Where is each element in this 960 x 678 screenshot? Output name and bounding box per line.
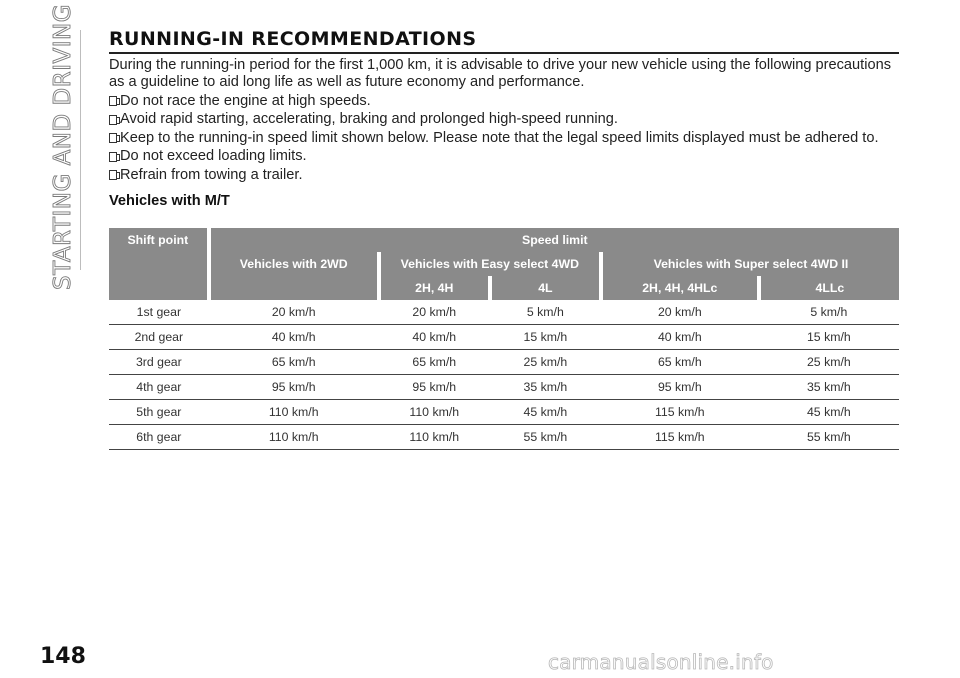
bullet-icon bbox=[109, 96, 117, 106]
cell-super-4llc: 5 km/h bbox=[759, 300, 899, 325]
header-speed-limit: Speed limit bbox=[209, 228, 899, 252]
cell-super-2h-4h-4hlc: 95 km/h bbox=[601, 374, 759, 399]
cell-2wd: 20 km/h bbox=[209, 300, 379, 325]
cell-2wd: 110 km/h bbox=[209, 424, 379, 449]
header-blank bbox=[209, 276, 379, 300]
table-row bbox=[109, 374, 899, 399]
page-content bbox=[109, 28, 899, 450]
table-header-row bbox=[109, 252, 899, 276]
cell-super-2h-4h-4hlc: 115 km/h bbox=[601, 399, 759, 424]
cell-easy-4l: 45 km/h bbox=[490, 399, 601, 424]
list-item-text: Keep to the running-in speed limit shown below. Please note that the legal speed limits displayed must be adhered to. bbox=[120, 129, 879, 146]
cell-gear: 5th gear bbox=[109, 399, 209, 424]
cell-easy-4l: 15 km/h bbox=[490, 324, 601, 349]
cell-easy-2h-4h: 65 km/h bbox=[379, 349, 490, 374]
bullet-icon bbox=[109, 170, 117, 180]
cell-super-2h-4h-4hlc: 20 km/h bbox=[601, 300, 759, 325]
bullet-icon bbox=[109, 152, 117, 162]
list-item-text: Refrain from towing a trailer. bbox=[120, 166, 303, 183]
cell-super-4llc: 45 km/h bbox=[759, 399, 899, 424]
header-super-2h-4h-4hlc: 2H, 4H, 4HLc bbox=[601, 276, 759, 300]
header-super-4llc: 4LLc bbox=[759, 276, 899, 300]
cell-gear: 2nd gear bbox=[109, 324, 209, 349]
cell-super-4llc: 35 km/h bbox=[759, 374, 899, 399]
cell-super-4llc: 55 km/h bbox=[759, 424, 899, 449]
header-2wd: Vehicles with 2WD bbox=[209, 252, 379, 276]
header-shift-point: Shift point bbox=[109, 228, 209, 252]
cell-super-4llc: 15 km/h bbox=[759, 324, 899, 349]
list-item bbox=[109, 130, 899, 147]
list-item bbox=[109, 93, 899, 110]
cell-easy-2h-4h: 20 km/h bbox=[379, 300, 490, 325]
cell-super-2h-4h-4hlc: 65 km/h bbox=[601, 349, 759, 374]
chapter-side-tab: STARTING AND DRIVING bbox=[50, 3, 76, 290]
cell-easy-4l: 35 km/h bbox=[490, 374, 601, 399]
list-item-text: Do not exceed loading limits. bbox=[120, 148, 307, 164]
cell-2wd: 65 km/h bbox=[209, 349, 379, 374]
list-item bbox=[109, 111, 899, 128]
side-divider bbox=[80, 30, 81, 270]
cell-2wd: 110 km/h bbox=[209, 399, 379, 424]
header-easy-2h-4h: 2H, 4H bbox=[379, 276, 490, 300]
table-header-row bbox=[109, 276, 899, 300]
cell-2wd: 95 km/h bbox=[209, 374, 379, 399]
header-super-select: Vehicles with Super select 4WD II bbox=[601, 252, 899, 276]
cell-2wd: 40 km/h bbox=[209, 324, 379, 349]
precautions-list bbox=[109, 93, 899, 184]
list-item bbox=[109, 167, 899, 184]
list-item-text: Avoid rapid starting, accelerating, braking and prolonged high-speed running. bbox=[120, 111, 618, 127]
table-row bbox=[109, 349, 899, 374]
header-easy-select: Vehicles with Easy select 4WD bbox=[379, 252, 601, 276]
cell-gear: 1st gear bbox=[109, 300, 209, 325]
table-header-row bbox=[109, 228, 899, 252]
cell-easy-4l: 25 km/h bbox=[490, 349, 601, 374]
list-item-text: Do not race the engine at high speeds. bbox=[120, 92, 371, 109]
cell-easy-2h-4h: 110 km/h bbox=[379, 399, 490, 424]
cell-gear: 4th gear bbox=[109, 374, 209, 399]
header-blank bbox=[109, 252, 209, 276]
cell-gear: 6th gear bbox=[109, 424, 209, 449]
intro-paragraph: During the running-in period for the first 1,000 km, it is advisable to drive your new vehicle using the following precautions as a guideline to aid long life as well as future economy and performance. bbox=[109, 57, 891, 90]
table-row bbox=[109, 324, 899, 349]
table-row bbox=[109, 424, 899, 449]
cell-super-2h-4h-4hlc: 115 km/h bbox=[601, 424, 759, 449]
table-row bbox=[109, 300, 899, 325]
bullet-icon bbox=[109, 115, 117, 125]
table-row bbox=[109, 399, 899, 424]
cell-super-2h-4h-4hlc: 40 km/h bbox=[601, 324, 759, 349]
page-number: 148 bbox=[40, 644, 86, 669]
cell-super-4llc: 25 km/h bbox=[759, 349, 899, 374]
watermark: carmanualsonline.info bbox=[548, 650, 774, 674]
section-title: RUNNING-IN RECOMMENDATIONS bbox=[109, 28, 899, 54]
cell-gear: 3rd gear bbox=[109, 349, 209, 374]
cell-easy-2h-4h: 40 km/h bbox=[379, 324, 490, 349]
cell-easy-4l: 5 km/h bbox=[490, 300, 601, 325]
bullet-icon bbox=[109, 133, 117, 143]
header-blank bbox=[109, 276, 209, 300]
header-easy-4l: 4L bbox=[490, 276, 601, 300]
cell-easy-4l: 55 km/h bbox=[490, 424, 601, 449]
speed-limit-table bbox=[109, 228, 899, 450]
list-item bbox=[109, 148, 899, 165]
cell-easy-2h-4h: 110 km/h bbox=[379, 424, 490, 449]
table-subheading: Vehicles with M/T bbox=[109, 192, 230, 209]
cell-easy-2h-4h: 95 km/h bbox=[379, 374, 490, 399]
